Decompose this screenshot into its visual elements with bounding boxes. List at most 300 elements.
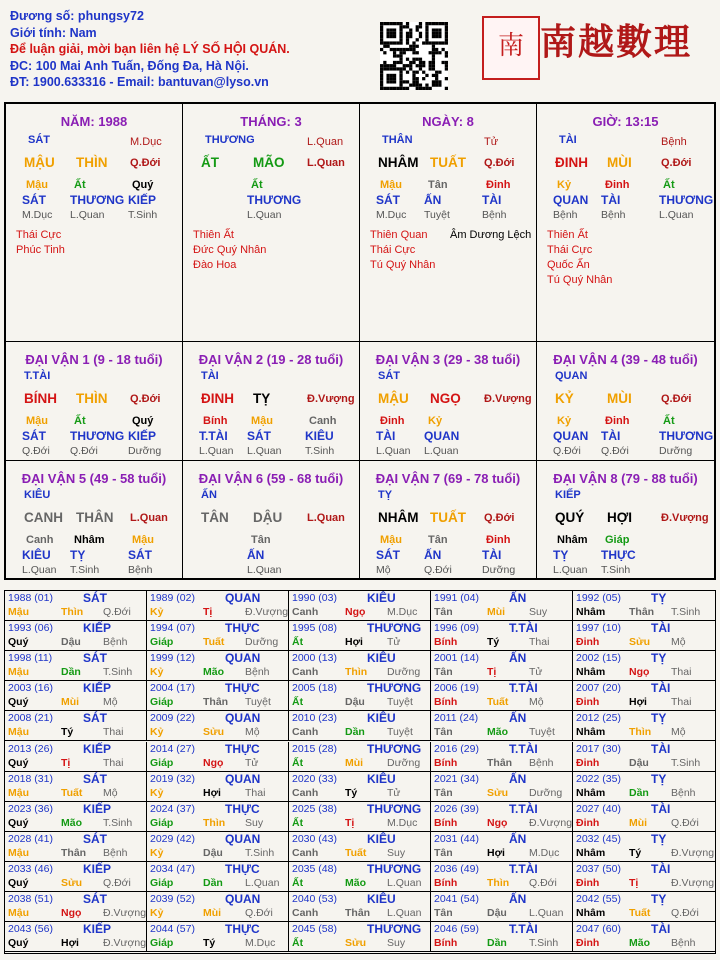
hidden-stage: T.Sinh bbox=[128, 209, 158, 221]
year-stem: Giáp bbox=[150, 816, 174, 829]
hidden-god: TÀI bbox=[482, 548, 502, 562]
hidden-god: SÁT bbox=[22, 193, 46, 207]
year-life-stage: Q.Đới bbox=[671, 816, 699, 829]
year-label: 1991 (04) bbox=[434, 592, 479, 604]
year-stem: Ất bbox=[292, 937, 304, 950]
year-branch: Tuất bbox=[629, 907, 651, 919]
hidden-stem: Ất bbox=[74, 179, 86, 191]
year-ten-god: ẤN bbox=[509, 591, 527, 605]
earthly-branch: MÙI bbox=[607, 155, 632, 170]
auxiliary-star: Thái Cực bbox=[547, 244, 593, 256]
year-ten-god: ẤN bbox=[509, 771, 527, 786]
year-label: 2023 (36) bbox=[8, 802, 53, 815]
year-cell bbox=[573, 862, 715, 892]
year-label: 2047 (60) bbox=[576, 923, 621, 936]
year-label: 2035 (48) bbox=[292, 862, 337, 875]
year-ten-god: T.TÀI bbox=[509, 801, 538, 816]
hidden-stage: T.Sinh bbox=[601, 564, 631, 576]
year-cell bbox=[147, 832, 289, 862]
cell-title: NĂM: 1988 bbox=[60, 114, 128, 129]
year-life-stage: Thai bbox=[529, 636, 550, 649]
year-branch: Tý bbox=[629, 846, 642, 859]
year-cell bbox=[147, 742, 289, 772]
year-branch: Sửu bbox=[487, 786, 509, 799]
year-life-stage: Q.Đới bbox=[529, 876, 557, 889]
hidden-god: THƯƠNG bbox=[659, 193, 714, 207]
hidden-stem: Kỷ bbox=[428, 415, 443, 427]
year-branch: Tị bbox=[345, 816, 355, 829]
year-label: 2002 (15) bbox=[576, 652, 621, 665]
cell-title: ĐẠI VẬN 6 (59 - 68 tuổi) bbox=[198, 471, 344, 486]
year-stem: Nhâm bbox=[576, 726, 606, 739]
god-stage: L.Quan bbox=[307, 136, 344, 148]
hidden-stage: Bệnh bbox=[128, 564, 153, 576]
year-cell bbox=[431, 711, 573, 741]
year-branch: Tuất bbox=[345, 846, 367, 859]
year-life-stage: T.Sinh bbox=[671, 756, 701, 769]
year-cell bbox=[573, 832, 715, 862]
heavenly-stem: KỶ bbox=[555, 391, 574, 406]
year-stem: Nhâm bbox=[576, 786, 606, 799]
year-stem: Kỷ bbox=[150, 606, 164, 618]
hidden-stem: Tân bbox=[428, 179, 448, 191]
year-branch: Thân bbox=[345, 907, 371, 919]
year-branch: Ngọ bbox=[345, 606, 366, 618]
year-cell bbox=[289, 591, 431, 621]
year-stem: Kỷ bbox=[150, 846, 164, 859]
year-ten-god: SÁT bbox=[83, 831, 107, 846]
year-branch: Dậu bbox=[203, 846, 223, 859]
year-life-stage: Bệnh bbox=[245, 666, 270, 679]
year-ten-god: TÀI bbox=[651, 681, 671, 696]
year-cell bbox=[5, 862, 147, 892]
year-stem: Nhâm bbox=[576, 606, 606, 618]
year-ten-god: TỴ bbox=[651, 892, 667, 906]
luck-cycle-cell bbox=[360, 461, 537, 580]
year-stem: Nhâm bbox=[576, 846, 606, 859]
year-stem: Quý bbox=[8, 816, 29, 829]
year-life-stage: Mộ bbox=[245, 726, 260, 739]
year-life-stage: L.Quan bbox=[529, 907, 564, 919]
year-ten-god: KIÊU bbox=[367, 651, 396, 666]
year-stem: Canh bbox=[292, 786, 319, 799]
year-life-stage: Bệnh bbox=[529, 756, 554, 769]
earthly-branch: TỴ bbox=[253, 391, 271, 406]
year-cell bbox=[147, 681, 289, 711]
year-life-stage: Thai bbox=[103, 756, 124, 769]
cell-title: ĐẠI VẬN 1 (9 - 18 tuổi) bbox=[25, 352, 163, 367]
year-stem: Tân bbox=[434, 726, 453, 739]
year-stem: Đinh bbox=[576, 696, 600, 709]
pillars-grid bbox=[4, 102, 716, 580]
year-branch: Mão bbox=[629, 937, 650, 950]
ten-god: TỴ bbox=[378, 489, 393, 501]
year-cell bbox=[5, 711, 147, 741]
life-stage: Q.Đới bbox=[130, 393, 161, 405]
year-label: 2024 (37) bbox=[150, 802, 195, 815]
year-life-stage: Tuyệt bbox=[387, 726, 413, 739]
year-stem: Tân bbox=[434, 606, 453, 618]
year-label: 2040 (53) bbox=[292, 893, 337, 905]
year-label: 2009 (22) bbox=[150, 712, 195, 725]
hidden-stage: L.Quan bbox=[199, 445, 234, 457]
header-line: Giới tính: Nam bbox=[10, 25, 97, 40]
year-ten-god: TÀI bbox=[651, 861, 671, 876]
qr-code-icon[interactable] bbox=[380, 22, 448, 90]
year-life-stage: Đ.Vượng bbox=[245, 606, 289, 618]
year-stem: Bính bbox=[434, 696, 458, 709]
year-cell bbox=[147, 772, 289, 802]
hidden-stage: Dưỡng bbox=[482, 564, 516, 576]
year-branch: Tị bbox=[203, 606, 213, 618]
auxiliary-star: Tú Quý Nhân bbox=[370, 259, 436, 271]
year-label: 2045 (58) bbox=[292, 923, 337, 936]
hidden-stem: Ất bbox=[74, 415, 86, 427]
hidden-god: SÁT bbox=[128, 548, 152, 562]
year-stem: Ất bbox=[292, 696, 304, 709]
year-cell bbox=[147, 892, 289, 922]
year-life-stage: Đ.Vượng bbox=[529, 816, 573, 829]
year-stem: Bính bbox=[434, 876, 458, 889]
seal-stamp bbox=[482, 16, 540, 80]
year-branch: Mùi bbox=[629, 816, 648, 829]
earthly-branch: DẬU bbox=[253, 510, 283, 525]
year-ten-god: KIẾP bbox=[83, 621, 112, 636]
year-ten-god: TỴ bbox=[651, 711, 667, 726]
year-branch: Dần bbox=[629, 786, 649, 799]
cell-title: ĐẠI VẬN 2 (19 - 28 tuổi) bbox=[198, 352, 344, 367]
year-cell bbox=[431, 681, 573, 711]
header-line[interactable]: ĐT: 1900.633316 - Email: bantuvan@lyso.vn bbox=[10, 75, 269, 89]
year-branch: Tý bbox=[203, 937, 216, 950]
year-branch: Thìn bbox=[487, 876, 510, 889]
year-label: 2022 (35) bbox=[576, 772, 621, 785]
year-branch: Mùi bbox=[61, 696, 80, 709]
year-label: 2037 (50) bbox=[576, 862, 621, 875]
earthly-branch: NGỌ bbox=[430, 391, 461, 406]
hidden-stem: Giáp bbox=[605, 534, 630, 546]
hidden-stage: L.Quan bbox=[659, 209, 694, 221]
hidden-stem: Kỷ bbox=[557, 179, 572, 191]
hidden-stage: Q.Đới bbox=[553, 445, 581, 457]
year-life-stage: Tử bbox=[529, 666, 543, 679]
year-branch: Mùi bbox=[203, 907, 222, 919]
year-label: 2006 (19) bbox=[434, 682, 479, 695]
heavenly-stem: BÍNH bbox=[24, 391, 57, 406]
year-cell bbox=[573, 681, 715, 711]
hidden-god: THƯƠNG bbox=[70, 429, 125, 443]
hidden-stage: L.Quan bbox=[22, 564, 57, 576]
hidden-god: SÁT bbox=[247, 429, 271, 443]
luck-cycle-cell bbox=[183, 461, 360, 580]
year-branch: Ngọ bbox=[61, 907, 82, 919]
year-cell bbox=[289, 922, 431, 952]
luck-cycle-cell bbox=[360, 342, 537, 461]
year-ten-god: TỴ bbox=[651, 771, 667, 786]
year-life-stage: T.Sinh bbox=[529, 937, 559, 950]
year-cell bbox=[431, 772, 573, 802]
year-life-stage: Q.Đới bbox=[103, 606, 131, 618]
luck-cycle-cell bbox=[6, 342, 183, 461]
hidden-god: QUAN bbox=[553, 193, 589, 207]
year-stem: Ất bbox=[292, 816, 304, 829]
heavenly-stem: CANH bbox=[24, 510, 63, 525]
year-label: 2021 (34) bbox=[434, 772, 479, 785]
ten-god: THÂN bbox=[382, 134, 413, 146]
heavenly-stem: QUÝ bbox=[555, 510, 585, 525]
year-stem: Canh bbox=[292, 666, 319, 679]
hidden-god: TỴ bbox=[70, 548, 86, 562]
year-label: 2026 (39) bbox=[434, 802, 479, 815]
year-branch: Hợi bbox=[203, 786, 221, 799]
earthly-branch: MÙI bbox=[607, 391, 632, 406]
hidden-stage: Dưỡng bbox=[659, 445, 693, 457]
year-ten-god: QUAN bbox=[225, 771, 261, 786]
year-branch: Dậu bbox=[61, 636, 81, 649]
year-branch: Sửu bbox=[629, 636, 651, 649]
hidden-stage: L.Quan bbox=[376, 445, 411, 457]
hidden-stage: Q.Đới bbox=[601, 445, 629, 457]
year-label: 1994 (07) bbox=[150, 622, 195, 635]
year-ten-god: QUAN bbox=[225, 892, 261, 906]
year-ten-god: QUAN bbox=[225, 711, 261, 726]
year-ten-god: QUAN bbox=[225, 591, 261, 605]
hidden-stage: L.Quan bbox=[553, 564, 588, 576]
ten-god: SÁT bbox=[378, 370, 400, 382]
year-stem: Giáp bbox=[150, 937, 174, 950]
year-ten-god: THƯƠNG bbox=[367, 741, 422, 756]
year-cell bbox=[5, 892, 147, 922]
year-stem: Quý bbox=[8, 937, 29, 950]
year-life-stage: T.Sinh bbox=[103, 816, 133, 829]
ten-god: ẤN bbox=[201, 489, 217, 501]
year-cell bbox=[573, 742, 715, 772]
luck-cycle-cell bbox=[537, 342, 714, 461]
year-life-stage: Tử bbox=[245, 756, 259, 769]
brand-logo: 南越數理 bbox=[540, 21, 693, 63]
hidden-god: TÀI bbox=[376, 429, 396, 443]
hidden-stem: Kỷ bbox=[557, 415, 572, 427]
hidden-god: KIẾP bbox=[128, 193, 157, 207]
auxiliary-star: Thái Cực bbox=[16, 229, 62, 241]
year-stem: Đinh bbox=[576, 816, 600, 829]
year-stem: Mậu bbox=[8, 606, 29, 618]
year-stem: Ất bbox=[292, 876, 304, 889]
year-life-stage: Dưỡng bbox=[387, 666, 421, 679]
year-cell bbox=[573, 802, 715, 832]
year-life-stage: T.Sinh bbox=[103, 666, 133, 679]
earthly-branch: MÃO bbox=[253, 155, 285, 170]
year-branch: Tuất bbox=[203, 636, 225, 649]
earthly-branch: TUẤT bbox=[430, 155, 466, 170]
year-branch: Hợi bbox=[61, 937, 79, 950]
year-ten-god: ẤN bbox=[509, 831, 527, 846]
year-life-stage: Tử bbox=[387, 636, 401, 649]
year-cell bbox=[431, 651, 573, 681]
year-life-stage: Suy bbox=[387, 937, 406, 950]
hidden-stem: Tân bbox=[428, 534, 448, 546]
year-ten-god: KIÊU bbox=[367, 831, 396, 846]
year-branch: Thìn bbox=[629, 726, 652, 739]
year-life-stage: M.Dục bbox=[387, 816, 418, 829]
hidden-stage: Q.Đới bbox=[424, 564, 452, 576]
ten-god: TÀI bbox=[559, 134, 577, 146]
year-stem: Quý bbox=[8, 876, 29, 889]
year-ten-god: TỴ bbox=[651, 831, 667, 846]
year-label: 2017 (30) bbox=[576, 742, 621, 755]
year-stem: Nhâm bbox=[576, 666, 606, 679]
year-label: 2000 (13) bbox=[292, 652, 337, 665]
year-life-stage: Thai bbox=[245, 786, 266, 799]
life-stage: Q.Đới bbox=[661, 157, 692, 169]
god-stage: M.Dục bbox=[130, 136, 162, 148]
hidden-god: SÁT bbox=[376, 193, 400, 207]
hidden-stage: Dưỡng bbox=[128, 445, 162, 457]
yearly-luck-table bbox=[4, 590, 716, 954]
cell-title: ĐẠI VẬN 4 (39 - 48 tuổi) bbox=[553, 352, 698, 367]
heavenly-stem: TÂN bbox=[201, 510, 229, 525]
year-ten-god: THƯƠNG bbox=[367, 621, 422, 636]
year-branch: Ngọ bbox=[203, 756, 224, 769]
hidden-stage: M.Dục bbox=[22, 209, 53, 221]
year-branch: Tị bbox=[629, 876, 639, 889]
hidden-stem: Đinh bbox=[486, 179, 511, 191]
year-stem: Canh bbox=[292, 846, 319, 859]
year-stem: Bính bbox=[434, 816, 458, 829]
hidden-god: KIÊU bbox=[22, 548, 51, 562]
year-cell bbox=[289, 772, 431, 802]
year-life-stage: Đ.Vượng bbox=[103, 937, 147, 950]
year-life-stage: Mộ bbox=[529, 696, 544, 709]
year-stem: Kỷ bbox=[150, 726, 164, 739]
hidden-stage: Mộ bbox=[376, 564, 391, 576]
year-cell bbox=[573, 591, 715, 621]
year-cell bbox=[289, 742, 431, 772]
year-cell bbox=[147, 711, 289, 741]
year-stem: Giáp bbox=[150, 696, 174, 709]
year-branch: Tý bbox=[345, 786, 358, 799]
life-stage: Đ.Vượng bbox=[484, 393, 532, 405]
year-cell bbox=[573, 892, 715, 922]
life-stage: Q.Đới bbox=[484, 157, 515, 169]
year-branch: Mùi bbox=[487, 606, 506, 618]
hidden-stem: Mậu bbox=[380, 179, 402, 191]
year-life-stage: L.Quan bbox=[387, 876, 422, 889]
year-branch: Tuất bbox=[61, 786, 83, 799]
year-stem: Mậu bbox=[8, 786, 29, 799]
year-cell bbox=[431, 832, 573, 862]
year-label: 2044 (57) bbox=[150, 923, 195, 936]
auxiliary-star: Đức Quý Nhân bbox=[193, 244, 267, 256]
year-life-stage: Mộ bbox=[103, 786, 118, 799]
header-line: ĐC: 100 Mai Anh Tuấn, Đống Đa, Hà Nội. bbox=[10, 58, 249, 73]
year-label: 2030 (43) bbox=[292, 832, 337, 845]
year-branch: Hợi bbox=[629, 696, 647, 709]
year-stem: Mậu bbox=[8, 726, 29, 739]
year-ten-god: THƯƠNG bbox=[367, 861, 422, 876]
year-stem: Nhâm bbox=[576, 907, 606, 919]
hidden-god: ẤN bbox=[424, 548, 442, 562]
hidden-god: TÀI bbox=[601, 429, 621, 443]
earthly-branch: THÌN bbox=[76, 391, 108, 406]
heavenly-stem: ẤT bbox=[201, 155, 219, 170]
hidden-stage: L.Quan bbox=[247, 564, 282, 576]
year-cell bbox=[5, 591, 147, 621]
hidden-stem: Đinh bbox=[605, 415, 630, 427]
year-label: 2042 (55) bbox=[576, 893, 621, 905]
year-cell bbox=[289, 862, 431, 892]
hidden-stage: T.Sinh bbox=[305, 445, 335, 457]
hidden-god: KIẾP bbox=[128, 429, 157, 443]
year-life-stage: Thai bbox=[671, 666, 692, 679]
year-life-stage: Tử bbox=[387, 786, 401, 799]
year-stem: Kỷ bbox=[150, 907, 164, 919]
year-branch: Dần bbox=[61, 666, 81, 679]
year-life-stage: Bệnh bbox=[103, 636, 128, 649]
year-ten-god: THỰC bbox=[225, 922, 260, 937]
year-ten-god: TÀI bbox=[651, 621, 671, 636]
year-cell bbox=[5, 772, 147, 802]
cell-title: THÁNG: 3 bbox=[240, 114, 302, 129]
cell-title: ĐẠI VẬN 5 (49 - 58 tuổi) bbox=[21, 471, 167, 486]
year-label: 1997 (10) bbox=[576, 622, 621, 635]
year-cell bbox=[5, 621, 147, 651]
year-branch: Dần bbox=[203, 876, 223, 889]
year-life-stage: T.Sinh bbox=[245, 846, 275, 859]
year-ten-god: SÁT bbox=[83, 892, 107, 906]
year-ten-god: TỴ bbox=[651, 591, 667, 605]
year-ten-god: SÁT bbox=[83, 711, 107, 726]
year-stem: Mậu bbox=[8, 907, 29, 919]
year-ten-god: ẤN bbox=[509, 711, 527, 726]
year-cell bbox=[289, 711, 431, 741]
year-ten-god: TÀI bbox=[651, 801, 671, 816]
year-branch: Dần bbox=[345, 726, 365, 739]
year-life-stage: M.Dục bbox=[529, 846, 560, 859]
hidden-god: TÀI bbox=[482, 193, 502, 207]
year-label: 2046 (59) bbox=[434, 923, 479, 936]
year-cell bbox=[147, 802, 289, 832]
hidden-stage: L.Quan bbox=[247, 209, 282, 221]
heavenly-stem: NHÂM bbox=[378, 510, 419, 525]
year-branch: Thìn bbox=[61, 606, 84, 618]
year-label: 2041 (54) bbox=[434, 893, 479, 905]
year-label: 2028 (41) bbox=[8, 832, 53, 845]
year-cell bbox=[289, 892, 431, 922]
hidden-god: TÀI bbox=[601, 193, 621, 207]
life-stage: L.Quan bbox=[307, 157, 345, 169]
year-cell bbox=[573, 922, 715, 952]
hidden-stem: Đinh bbox=[605, 179, 630, 191]
hidden-stem: Ất bbox=[663, 179, 675, 191]
year-label: 2001 (14) bbox=[434, 652, 479, 665]
year-branch: Thân bbox=[487, 756, 513, 769]
year-branch: Dậu bbox=[345, 696, 365, 709]
year-ten-god: KIÊU bbox=[367, 892, 396, 906]
hidden-stem: Tân bbox=[251, 534, 271, 546]
hidden-stage: Bệnh bbox=[601, 209, 626, 221]
year-branch: Tý bbox=[61, 726, 74, 739]
year-cell bbox=[5, 681, 147, 711]
luck-cycle-cell bbox=[183, 342, 360, 461]
year-stem: Bính bbox=[434, 937, 458, 950]
hidden-god: THƯƠNG bbox=[70, 193, 125, 207]
hidden-stem: Bính bbox=[203, 415, 228, 427]
year-ten-god: SÁT bbox=[83, 651, 107, 666]
year-life-stage: Q.Đới bbox=[245, 907, 273, 919]
year-stem: Đinh bbox=[576, 636, 600, 649]
earthly-branch: THÌN bbox=[76, 155, 108, 170]
